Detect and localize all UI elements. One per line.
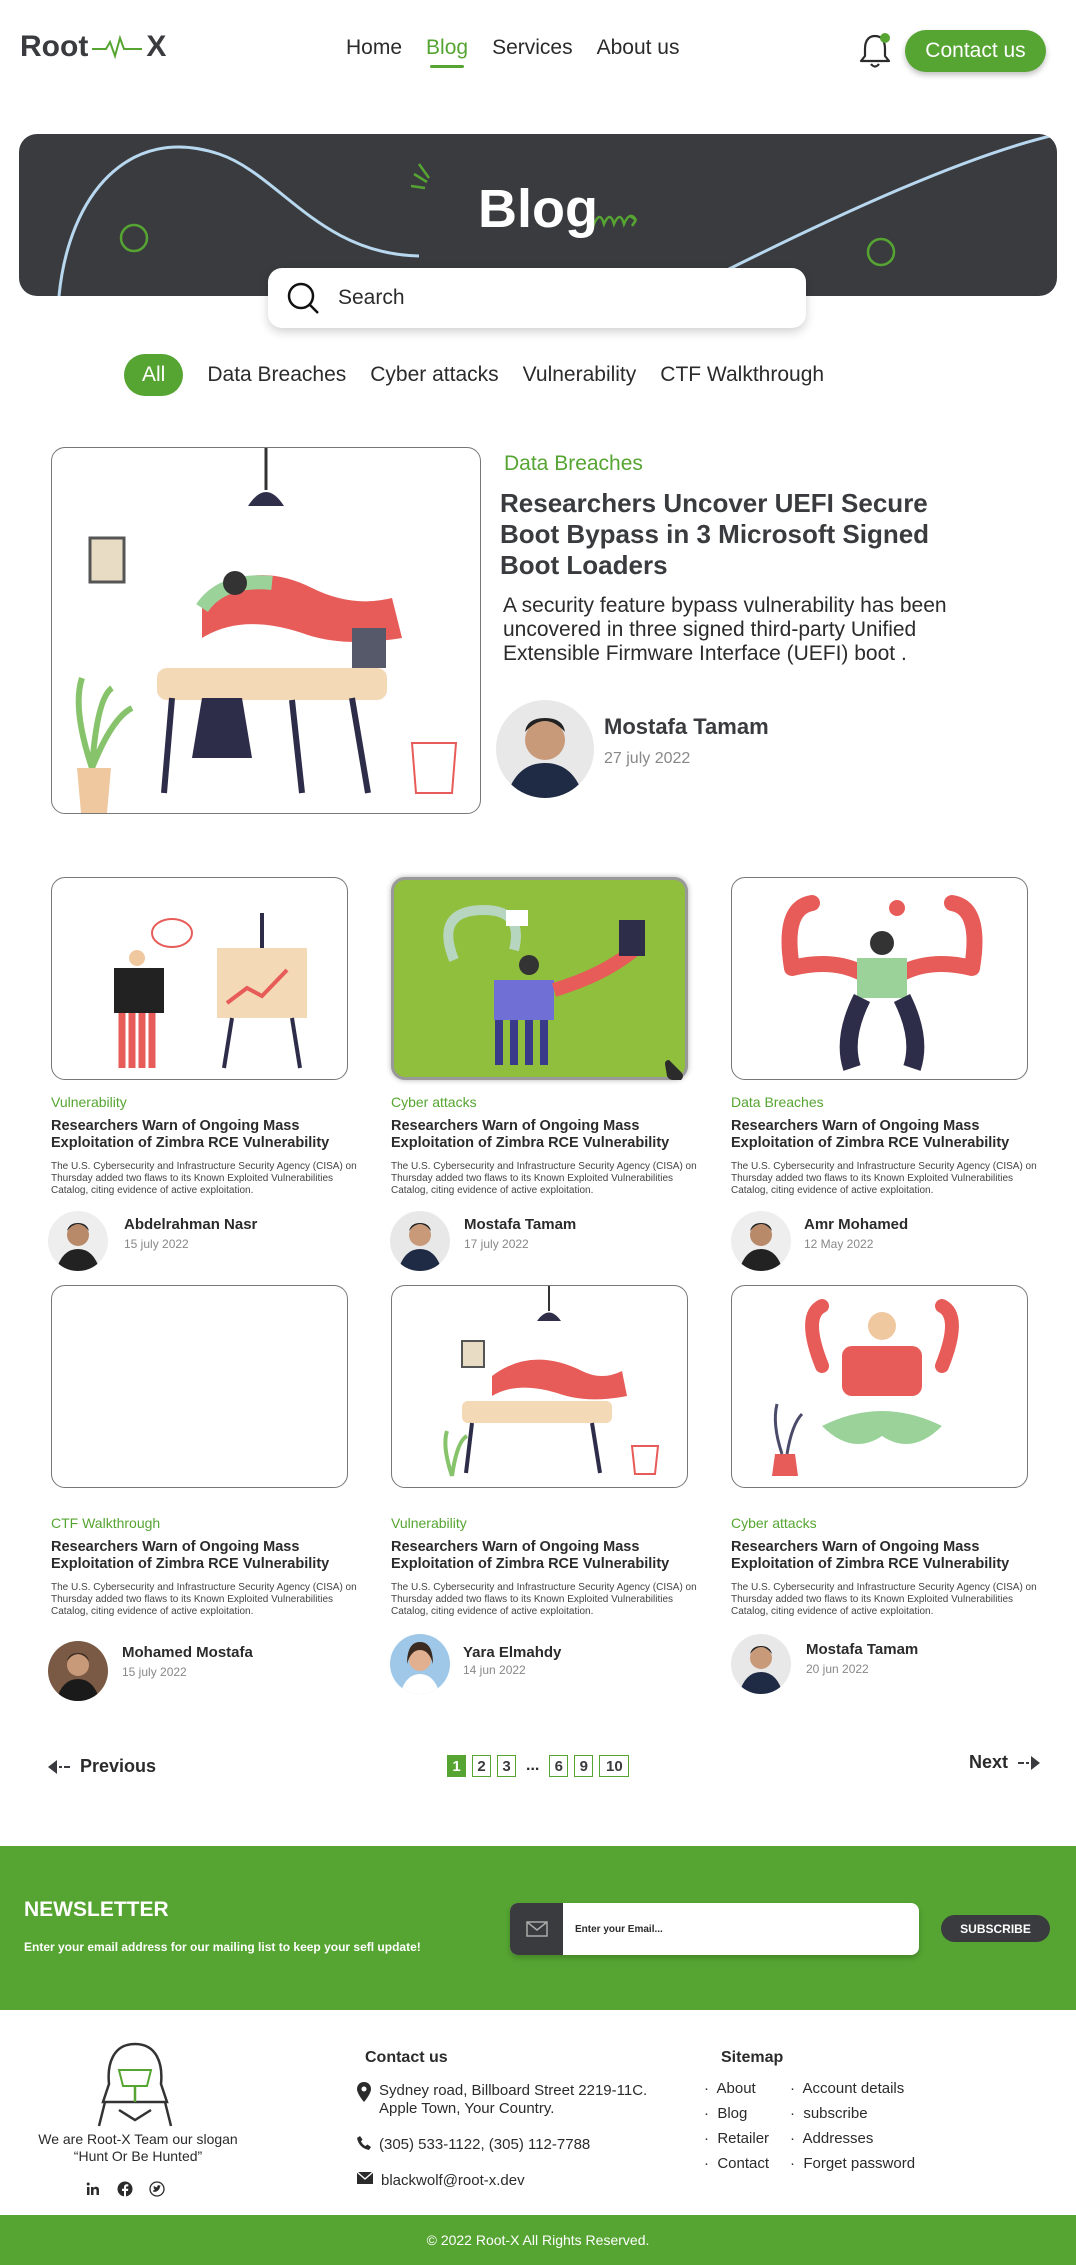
card-category[interactable]: Data Breaches: [731, 1094, 824, 1110]
page-9[interactable]: 9: [574, 1755, 593, 1777]
sitemap-contact-label: Contact: [717, 2155, 770, 2172]
card-category[interactable]: Cyber attacks: [731, 1515, 817, 1531]
meditation-illustration: [732, 1286, 1028, 1488]
logo[interactable]: [20, 30, 166, 64]
sitemap-blog[interactable]: · Blog: [704, 2105, 748, 2122]
sitemap-subscribe[interactable]: · subscribe: [790, 2105, 868, 2122]
footer-address: [357, 2082, 647, 2118]
card-title[interactable]: Researchers Warn of Ongoing Mass Exploitation of Zimbra RCE Vulnerability: [731, 1118, 1010, 1151]
sitemap-retailer[interactable]: · Retailer: [704, 2130, 770, 2147]
pulse-icon: [92, 34, 142, 60]
page-1[interactable]: 1: [447, 1755, 466, 1777]
search-icon: [286, 281, 320, 315]
social-links: [84, 2180, 166, 2198]
presentation-illustration: [52, 878, 348, 1080]
search-bar[interactable]: [268, 268, 806, 328]
desk-illustration: [392, 1286, 688, 1488]
post-card-image[interactable]: [731, 1285, 1028, 1488]
sitemap-about-label: About: [716, 2080, 756, 2097]
card-title[interactable]: Researchers Warn of Ongoing Mass Exploitation of Zimbra RCE Vulnerability: [51, 1539, 330, 1572]
footer-slogan: [20, 2131, 256, 2165]
location-pin-icon: [357, 2082, 371, 2102]
sitemap-account-details[interactable]: · Account details: [790, 2080, 905, 2097]
card-title[interactable]: Researchers Warn of Ongoing Mass Exploitation of Zimbra RCE Vulnerability: [51, 1118, 330, 1151]
filter-vulnerability[interactable]: Vulnerability: [522, 363, 637, 386]
post-card-image[interactable]: [731, 877, 1028, 1080]
desk-illustration: [52, 448, 481, 814]
logo-text-left: Root: [20, 30, 89, 63]
avatar: [48, 1211, 108, 1271]
slogan-line-2: “Hunt Or Be Hunted”: [73, 2148, 203, 2164]
avatar: [731, 1211, 791, 1271]
card-category[interactable]: Cyber attacks: [391, 1094, 477, 1110]
post-card-image[interactable]: [51, 1285, 348, 1488]
nav-blog[interactable]: Blog: [426, 36, 469, 59]
card-date: 12 May 2022: [804, 1237, 874, 1251]
card-author: Yara Elmahdy: [463, 1644, 562, 1661]
sitemap-title: Sitemap: [721, 2049, 784, 2066]
card-author: Mostafa Tamam: [464, 1216, 577, 1233]
arrow-left-icon: [48, 1760, 72, 1774]
card-author: Abdelrahman Nasr: [124, 1216, 258, 1233]
phone-icon: [357, 2136, 371, 2150]
post-card-image[interactable]: [391, 1285, 688, 1488]
facebook-icon[interactable]: [116, 2180, 134, 2198]
sitemap-forget-password-label: Forget password: [803, 2155, 916, 2172]
phone-text[interactable]: (305) 533-1122, (305) 112-7788: [379, 2136, 591, 2153]
card-date: 17 july 2022: [464, 1237, 529, 1251]
hacker-logo-icon: [95, 2040, 175, 2130]
avatar: [496, 700, 594, 798]
nav-about[interactable]: About us: [596, 36, 680, 59]
copyright-text: © 2022 Root-X All Rights Reserved.: [426, 2232, 650, 2248]
card-description: The U.S. Cybersecurity and Infrastructure Security Agency (CISA) on Thursday added two flaws to its Known Exploited Vulnerabilities Catalog, citing evidence of active exploitation.: [731, 1161, 1037, 1196]
envelope-icon: [357, 2172, 373, 2184]
sitemap-account-details-label: Account details: [802, 2080, 905, 2097]
previous-button[interactable]: [48, 1756, 156, 1777]
page-3[interactable]: 3: [497, 1755, 516, 1777]
card-description: The U.S. Cybersecurity and Infrastructure Security Agency (CISA) on Thursday added two flaws to its Known Exploited Vulnerabilities Catalog, citing evidence of active exploitation.: [51, 1582, 357, 1617]
previous-label: Previous: [80, 1756, 157, 1776]
sitemap-col-2: [790, 2080, 915, 2172]
sitemap-blog-label: Blog: [717, 2105, 748, 2122]
footer-phone: [357, 2136, 590, 2154]
newsletter-title: NEWSLETTER: [24, 1898, 169, 1921]
cursor-icon: [661, 1054, 693, 1084]
calculator-illustration: [394, 880, 685, 1077]
card-author: Amr Mohamed: [804, 1216, 909, 1233]
logo-text-right: X: [146, 30, 167, 63]
card-description: The U.S. Cybersecurity and Infrastructure Security Agency (CISA) on Thursday added two flaws to its Known Exploited Vulnerabilities Catalog, citing evidence of active exploitation.: [51, 1161, 357, 1196]
sitemap-contact[interactable]: · Contact: [704, 2155, 770, 2172]
mail-icon: [510, 1903, 563, 1955]
post-card-image[interactable]: [391, 877, 688, 1080]
filter-all[interactable]: All: [124, 354, 183, 396]
featured-date: 27 july 2022: [604, 750, 691, 767]
post-card-image[interactable]: [51, 877, 348, 1080]
next-button[interactable]: [969, 1752, 1040, 1773]
sitemap-addresses[interactable]: · Addresses: [790, 2130, 874, 2147]
card-description: The U.S. Cybersecurity and Infrastructure Security Agency (CISA) on Thursday added two flaws to its Known Exploited Vulnerabilities Catalog, citing evidence of active exploitation.: [731, 1582, 1037, 1617]
avatar: [48, 1641, 108, 1701]
email-text[interactable]: blackwolf@root-x.dev: [381, 2172, 525, 2189]
newsletter-subtitle: Enter your email address for our mailing list to keep your sefl update!: [24, 1940, 421, 1954]
card-description: The U.S. Cybersecurity and Infrastructure Security Agency (CISA) on Thursday added two flaws to its Known Exploited Vulnerabilities Catalog, citing evidence of active exploitation.: [391, 1161, 697, 1196]
sitemap-forget-password[interactable]: · Forget password: [790, 2155, 916, 2172]
card-title[interactable]: Researchers Warn of Ongoing Mass Exploitation of Zimbra RCE Vulnerability: [391, 1118, 670, 1151]
filter-ctf-walkthrough[interactable]: CTF Walkthrough: [660, 363, 825, 386]
nav-home[interactable]: Home: [346, 36, 403, 59]
category-filters: [124, 354, 824, 396]
sitemap-subscribe-label: subscribe: [803, 2105, 868, 2122]
newsletter-form: [510, 1903, 919, 1955]
card-date: 14 jun 2022: [463, 1663, 526, 1677]
twitter-icon[interactable]: [148, 2180, 166, 2198]
page-10[interactable]: 10: [599, 1755, 629, 1777]
arrow-right-icon: [1016, 1756, 1040, 1770]
sitemap-about[interactable]: · About: [704, 2080, 756, 2097]
subscribe-button[interactable]: SUBSCRIBE: [941, 1915, 1050, 1942]
card-description: The U.S. Cybersecurity and Infrastructure Security Agency (CISA) on Thursday added two flaws to its Known Exploited Vulnerabilities Catalog, citing evidence of active exploitation.: [391, 1582, 697, 1617]
featured-author: Mostafa Tamam: [604, 714, 769, 739]
main-nav: [346, 36, 680, 60]
featured-title[interactable]: Researchers Uncover UEFI Secure Boot Bypass in 3 Microsoft Signed Boot Loaders: [500, 488, 930, 580]
card-author: Mohamed Mostafa: [122, 1644, 253, 1661]
filter-cyber-attacks[interactable]: Cyber attacks: [370, 363, 499, 386]
card-date: 20 jun 2022: [806, 1662, 869, 1676]
avatar: [390, 1211, 450, 1271]
card-category[interactable]: Vulnerability: [51, 1094, 127, 1110]
card-category[interactable]: Vulnerability: [391, 1515, 467, 1531]
slogan-line-1: We are Root-X Team our slogan: [38, 2131, 238, 2147]
card-title[interactable]: Researchers Warn of Ongoing Mass Exploitation of Zimbra RCE Vulnerability: [731, 1539, 1010, 1572]
page-6[interactable]: 6: [549, 1755, 568, 1777]
sitemap-retailer-label: Retailer: [717, 2130, 770, 2147]
card-title[interactable]: Researchers Warn of Ongoing Mass Exploitation of Zimbra RCE Vulnerability: [391, 1539, 670, 1572]
card-date: 15 july 2022: [124, 1237, 189, 1251]
contact-us-button[interactable]: Contact us: [905, 30, 1046, 72]
celebration-illustration: [732, 878, 1028, 1080]
filter-data-breaches[interactable]: Data Breaches: [207, 363, 347, 386]
card-date: 15 july 2022: [122, 1665, 187, 1679]
address-line-2: Apple Town, Your Country.: [379, 2100, 555, 2117]
page-2[interactable]: 2: [472, 1755, 491, 1777]
email-input[interactable]: [563, 1903, 903, 1955]
search-input[interactable]: [338, 286, 778, 310]
address-line-1: Sydney road, Billboard Street 2219-11C.: [379, 2082, 648, 2099]
linkedin-icon[interactable]: [84, 2180, 102, 2198]
card-author: Mostafa Tamam: [806, 1641, 919, 1658]
page-title: Blog: [478, 179, 598, 239]
sitemap-addresses-label: Addresses: [802, 2130, 874, 2147]
footer-email: [357, 2172, 525, 2190]
featured-post-image[interactable]: [51, 447, 481, 814]
next-label: Next: [969, 1752, 1009, 1772]
featured-description: A security feature bypass vulnerability has been uncovered in three signed third-party Unified Extensible Firmware Interface (UEFI) boot .: [503, 594, 947, 665]
featured-category[interactable]: Data Breaches: [504, 452, 643, 475]
bell-icon[interactable]: [858, 30, 892, 70]
page-ellipsis: ...: [526, 1757, 540, 1774]
sitemap-col-1: [704, 2080, 769, 2172]
footer-contact-title: Contact us: [365, 2049, 448, 2066]
avatar: [390, 1634, 450, 1694]
card-category[interactable]: CTF Walkthrough: [51, 1515, 161, 1531]
avatar: [731, 1634, 791, 1694]
pagination: [447, 1755, 629, 1777]
nav-services[interactable]: Services: [492, 36, 573, 59]
copyright-bar: [0, 2215, 1076, 2265]
